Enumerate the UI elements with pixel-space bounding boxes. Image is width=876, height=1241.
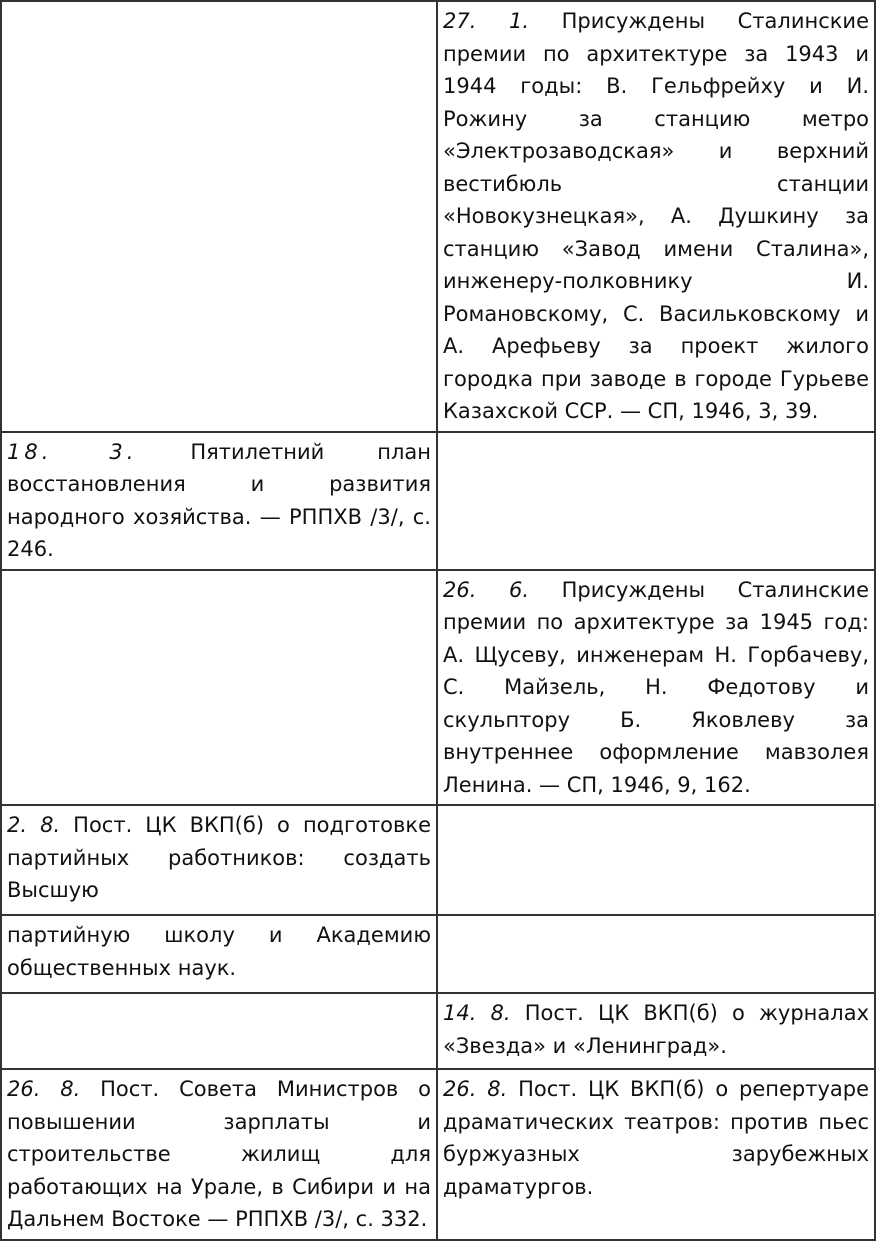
entry-text: Присуждены Сталинские премии по архитектуре за 1943 и 1944 годы: В. Гельфрейху и И. Рожину за станцию метро «Электрозаводская» и верхний вестибюль станции «Новокузнецкая», А. Душкину за станцию «Завод имени Сталина», инженеру-полковнику И. Романовскому, С. Васильковскому и А. Арефьеву за проект жилого городка при заводе в городе Гурьеве Казахской ССР. — СП, 1946, 3, 39. — [443, 9, 869, 423]
entry-date: 27. 1. — [443, 9, 530, 33]
table-row — [1, 915, 875, 993]
entry-date: 26. 6. — [443, 577, 530, 602]
entry-date: 26. 8. — [7, 1077, 81, 1101]
entry-date: 18. 3. — [7, 439, 138, 464]
table-row — [1, 570, 875, 806]
cell-empty — [437, 432, 875, 570]
chronicle-entry — [437, 1, 875, 432]
chronicle-entry — [437, 993, 875, 1069]
entry-date: 14. 8. — [443, 1001, 511, 1025]
entry-text: Пост. ЦК ВКП(б) о репертуаре драматических театров: против пьес буржуазных зарубежных драматургов. — [443, 1077, 869, 1199]
cell-empty — [1, 1, 437, 432]
chronicle-entry — [1, 805, 437, 915]
entry-text: Пятилетний план восстановления и развития народного хозяйства. — РППХВ /3/, с. 246. — [7, 439, 431, 561]
cell-empty — [1, 570, 437, 806]
entry-text: партийную школу и Академию общественных наук. — [7, 923, 431, 980]
entry-text: Пост. ЦК ВКП(б) о журналах «Звезда» и «Ленинград». — [443, 1001, 869, 1058]
chronicle-entry — [1, 1069, 437, 1240]
entry-date: 2. 8. — [7, 813, 61, 837]
cell-empty — [437, 915, 875, 993]
entry-text: Пост. Совета Министров о повышении зарплаты и строительстве жилищ для работающих на Урале, в Сибири и на Дальнем Востоке — РППХВ /3/, с. 332. — [7, 1077, 432, 1231]
entry-text: Присуждены Сталинские премии по архитектуре за 1945 год: А. Щусеву, инженерам Н. Горбачеву, С. Майзель, Н. Федотову и скульптору Б. Яковлеву за внутреннее оформление мавзолея Ленина. — СП, 1946, 9, 162. — [443, 577, 869, 797]
cell-empty — [437, 805, 875, 915]
table-row — [1, 1, 875, 432]
chronicle-entry — [437, 1069, 875, 1240]
table-row — [1, 1069, 875, 1240]
chronicle-entry-continued — [1, 915, 437, 993]
chronicle-entry — [1, 432, 437, 570]
cell-empty — [1, 993, 437, 1069]
table-row — [1, 993, 875, 1069]
chronicle-entry — [437, 570, 875, 806]
entry-text: Пост. ЦК ВКП(б) о подготовке партийных работников: создать Высшую — [7, 813, 431, 902]
entry-date: 26. 8. — [443, 1077, 508, 1101]
table-row — [1, 432, 875, 570]
table-row — [1, 805, 875, 915]
